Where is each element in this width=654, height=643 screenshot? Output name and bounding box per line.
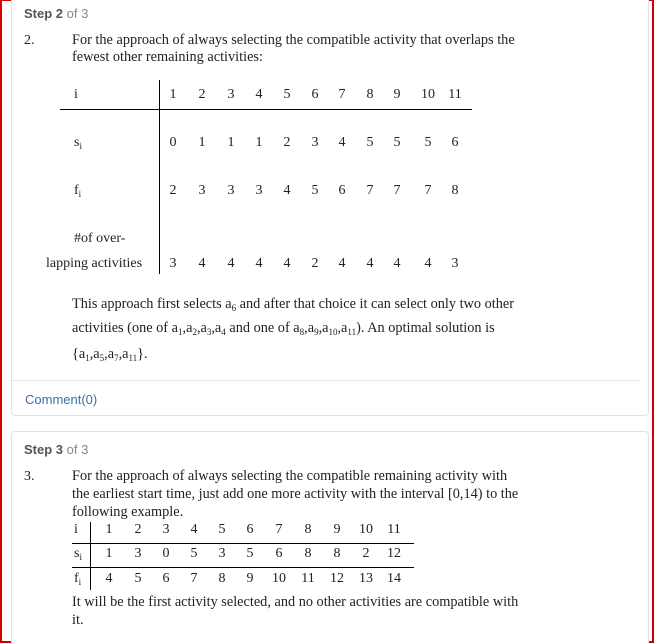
table-cell-f: 13 xyxy=(359,571,373,586)
step-2-intro-line-2: fewest other remaining activities: xyxy=(72,49,263,65)
table-cell-f: 11 xyxy=(301,571,315,586)
row-label-overlap-1: #of over- xyxy=(74,231,126,246)
table-cell-s: 1 xyxy=(105,546,113,561)
table-cell-f: 7 xyxy=(393,183,401,198)
table-cell-i: 9 xyxy=(393,87,401,102)
table-cell-f: 3 xyxy=(198,183,206,198)
row-label-overlap-2: lapping activities xyxy=(46,256,143,271)
step-2-divider xyxy=(12,380,640,381)
table-cell-overlap: 4 xyxy=(283,256,291,271)
table-cell-i: 8 xyxy=(304,522,312,537)
table-cell-overlap: 4 xyxy=(198,256,206,271)
table-cell-f: 3 xyxy=(227,183,235,198)
table-cell-overlap: 4 xyxy=(338,256,346,271)
table-cell-i: 8 xyxy=(366,87,374,102)
row-label-f: $f_i$ xyxy=(74,183,82,199)
table-cell-s: 12 xyxy=(387,546,401,561)
step-3-conclusion-line-2: it. xyxy=(72,612,84,628)
table-row-rule xyxy=(72,567,414,568)
table-cell-f: 8 xyxy=(218,571,226,586)
table-cell-i: 3 xyxy=(227,87,235,102)
set-a1-a4: $a_1,a_2,a_3,a_4$ xyxy=(171,320,226,337)
table-header-rule xyxy=(60,109,472,110)
table-cell-overlap: 3 xyxy=(451,256,459,271)
table-cell-s: 6 xyxy=(451,135,459,150)
table-cell-i: 2 xyxy=(198,87,206,102)
table-cell-overlap: 4 xyxy=(255,256,263,271)
step-2-header xyxy=(24,6,88,21)
table-cell-f: 10 xyxy=(272,571,286,586)
step-3-intro-line-3: following example. xyxy=(72,504,184,520)
table-cell-i: 2 xyxy=(134,522,142,537)
table-cell-i: 3 xyxy=(162,522,170,537)
table-column-rule xyxy=(159,80,160,274)
table-cell-s: 0 xyxy=(162,546,170,561)
table-cell-overlap: 3 xyxy=(169,256,177,271)
table-header-rule xyxy=(72,543,414,544)
step-2-intro-line-1: For the approach of always selecting the compatible activity that overlaps the xyxy=(72,32,515,48)
step-2-of-label: of 3 xyxy=(66,6,89,21)
table-cell-i: 7 xyxy=(275,522,283,537)
table-cell-f: 7 xyxy=(424,183,432,198)
table-cell-f: 12 xyxy=(330,571,344,586)
table-cell-s: 8 xyxy=(333,546,341,561)
table-cell-s: 1 xyxy=(255,135,263,150)
table-cell-s: 2 xyxy=(362,546,370,561)
step-2-conclusion-line-2: activities (one of $a_1,a_2,a_3,a_4$ and one of $a_8,a_9,a_{10},a_{11}$). An optimal solution is xyxy=(72,320,495,337)
table-cell-f: 2 xyxy=(169,183,177,198)
table-cell-overlap: 4 xyxy=(393,256,401,271)
table-cell-i: 6 xyxy=(311,87,319,102)
table-header-i: i xyxy=(74,522,78,537)
table-cell-s: 1 xyxy=(198,135,206,150)
table-cell-s: 8 xyxy=(304,546,312,561)
table-cell-s: 3 xyxy=(311,135,319,150)
row-label-s: $s_i$ xyxy=(74,546,82,562)
item-number: 3. xyxy=(24,469,35,484)
step-2-conclusion-line-1: This approach first selects $a_6$ and after that choice it can select only two other xyxy=(72,296,514,313)
step-2-label: Step 2 xyxy=(24,6,64,21)
table-column-rule xyxy=(90,522,91,590)
table-cell-f: 3 xyxy=(255,183,263,198)
table-cell-i: 5 xyxy=(283,87,291,102)
table-cell-f: 6 xyxy=(162,571,170,586)
table-cell-overlap: 2 xyxy=(311,256,319,271)
table-cell-overlap: 4 xyxy=(366,256,374,271)
table-cell-i: 4 xyxy=(190,522,198,537)
table-cell-s: 4 xyxy=(338,135,346,150)
table-cell-f: 7 xyxy=(190,571,198,586)
comment-link[interactable]: Comment(0) xyxy=(25,392,98,407)
table-cell-f: 7 xyxy=(366,183,374,198)
table-cell-s: 5 xyxy=(366,135,374,150)
step-3-header xyxy=(24,442,88,457)
table-cell-f: 4 xyxy=(283,183,291,198)
table-cell-s: 2 xyxy=(283,135,291,150)
table-cell-overlap: 4 xyxy=(227,256,235,271)
step-3-conclusion-line-1: It will be the first activity selected, and no other activities are compatible with xyxy=(72,594,519,610)
table-cell-i: 10 xyxy=(359,522,373,537)
table-cell-i: 4 xyxy=(255,87,263,102)
table-cell-s: 5 xyxy=(246,546,254,561)
step-3-intro-line-2: the earliest start time, just add one more activity with the interval [0,14) to the xyxy=(72,486,519,502)
item-number: 2. xyxy=(24,33,35,48)
table-cell-f: 14 xyxy=(387,571,401,586)
table-cell-s: 6 xyxy=(275,546,283,561)
row-label-s: $s_i$ xyxy=(74,135,82,151)
table-cell-s: 5 xyxy=(190,546,198,561)
step-3-intro-line-1: For the approach of always selecting the compatible remaining activity with xyxy=(72,468,508,484)
table-cell-s: 5 xyxy=(424,135,432,150)
table-cell-f: 9 xyxy=(246,571,254,586)
step-3-of-label: of 3 xyxy=(66,442,89,457)
table-cell-i: 7 xyxy=(338,87,346,102)
table-cell-f: 6 xyxy=(338,183,346,198)
table-cell-f: 4 xyxy=(105,571,113,586)
row-label-f: $f_i$ xyxy=(74,571,82,587)
table-cell-i: 1 xyxy=(105,522,113,537)
table-cell-i: 1 xyxy=(169,87,177,102)
table-cell-i: 9 xyxy=(333,522,341,537)
table-header-i: i xyxy=(74,87,78,102)
table-cell-i: 10 xyxy=(421,87,435,102)
table-cell-f: 8 xyxy=(451,183,459,198)
set-a8-a11: $a_8,a_9,a_{10},a_{11}$ xyxy=(293,320,357,337)
table-cell-overlap: 4 xyxy=(424,256,432,271)
table-cell-s: 3 xyxy=(134,546,142,561)
table-cell-s: 5 xyxy=(393,135,401,150)
step-3-label: Step 3 xyxy=(24,442,64,457)
table-cell-i: 6 xyxy=(246,522,254,537)
table-cell-i: 11 xyxy=(448,87,462,102)
table-cell-f: 5 xyxy=(134,571,142,586)
table-cell-s: 1 xyxy=(227,135,235,150)
step-2-optimal-set: $\{a_1,a_5,a_7,a_{11}\}$. xyxy=(72,346,148,363)
table-cell-i: 11 xyxy=(387,522,401,537)
table-cell-s: 0 xyxy=(169,135,177,150)
table-cell-s: 3 xyxy=(218,546,226,561)
table-cell-f: 5 xyxy=(311,183,319,198)
table-cell-i: 5 xyxy=(218,522,226,537)
